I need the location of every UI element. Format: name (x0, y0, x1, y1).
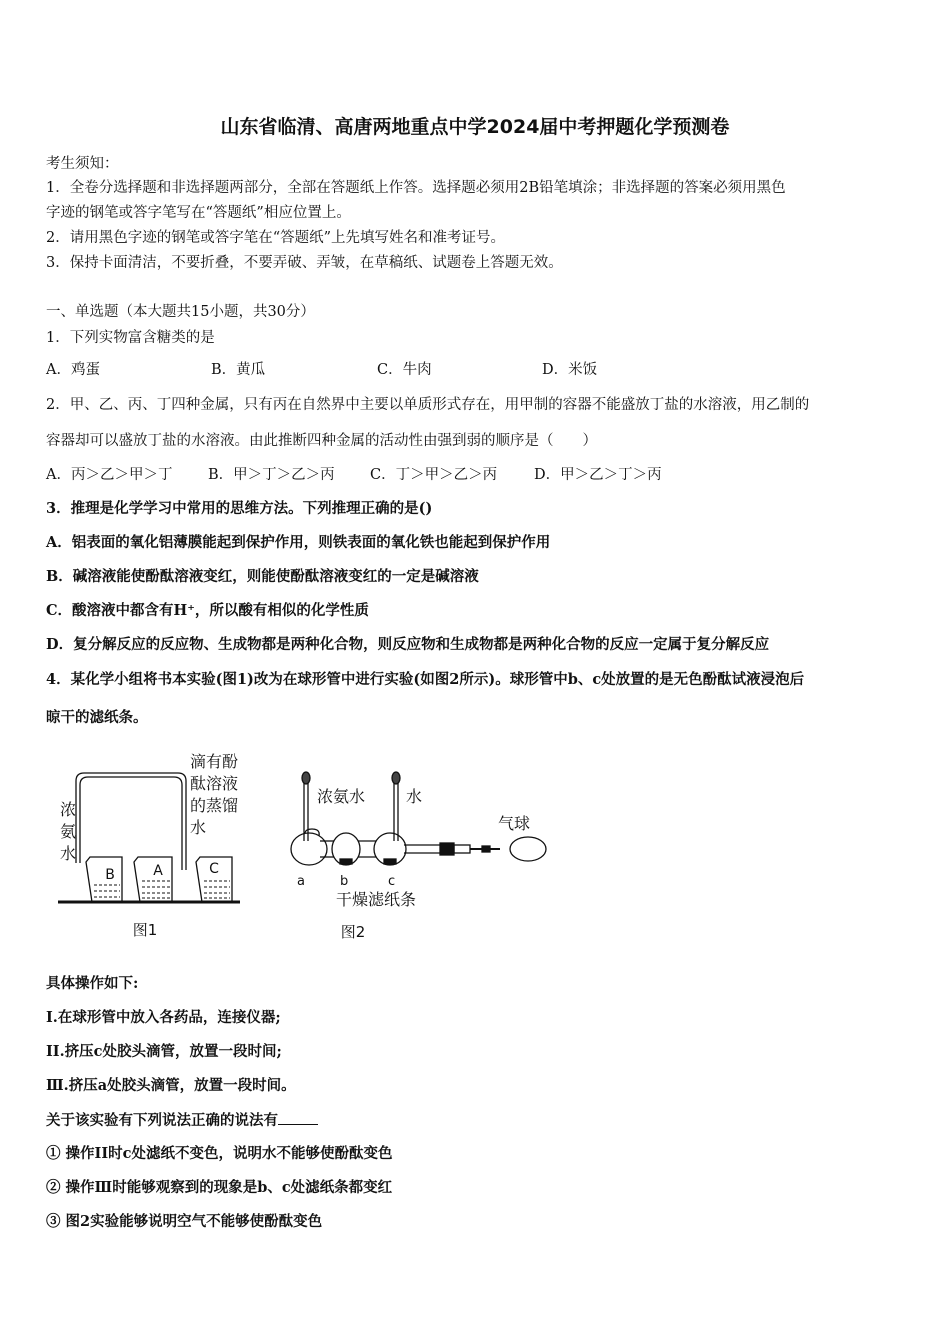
operation-step: II.挤压c处胶头滴管，放置一段时间; (46, 1043, 282, 1060)
option-d: D．复分解反应的反应物、生成物都是两种化合物，则反应物和生成物都是两种化合物的反应一定属于复分解反应 (46, 636, 770, 653)
beaker-label-a: A (153, 863, 163, 879)
notice-line: 字迹的钢笔或答字笔写在“答题纸”相应位置上。 (46, 205, 351, 221)
fig2-label-water: 水 (406, 787, 423, 806)
operation-step: Ⅲ.挤压a处胶头滴管，放置一段时间。 (46, 1077, 296, 1094)
question-2-stem: 2．甲、乙、丙、丁四种金属，只有丙在自然界中主要以单质形式存在，用甲制的容器不能盛放丁盐的水溶液，用乙制的 (46, 397, 810, 413)
question-4-prompt-text: 关于该实验有下列说法正确的说法有 (46, 1112, 278, 1129)
statement: ③ 图2实验能够说明空气不能够使酚酞变色 (46, 1213, 323, 1230)
option-b: B．碱溶液能使酚酞溶液变红，则能使酚酞溶液变红的一定是碱溶液 (46, 568, 479, 585)
notice-line: 1．全卷分选择题和非选择题两部分，全部在答题纸上作答。选择题必须用2B铅笔填涂；非选择题的答案必须用黑色 (46, 180, 786, 196)
fig2-label-c: c (388, 874, 396, 889)
fig1-label-right: 酞溶液 (190, 774, 239, 793)
experiment-figure (50, 745, 570, 955)
section-heading: 一、单选题（本大题共15小题，共30分） (46, 304, 315, 320)
operation-step: I.在球形管中放入各药品，连接仪器; (46, 1009, 281, 1026)
option-a: A．鸡蛋 (46, 362, 100, 378)
option-c: C．牛肉 (377, 362, 432, 378)
fig2-label-balloon: 气球 (498, 814, 531, 833)
option-c: C．酸溶液中都含有H⁺，所以酸有相似的化学性质 (46, 602, 369, 619)
ops-header: 具体操作如下: (46, 975, 139, 992)
notice-header: 考生须知： (46, 156, 119, 172)
fig1-label-right: 水 (190, 818, 207, 837)
option-d: D．米饭 (542, 362, 598, 378)
question-4-stem: 4．某化学小组将书本实验(图1)改为在球形管中进行实验(如图2所示)。球形管中b、c处放置的是无色酚酞试液浸泡后 (46, 671, 805, 688)
question-4-prompt (46, 1110, 318, 1131)
beaker-label-b: B (105, 867, 115, 883)
fig2-label-b: b (340, 874, 349, 889)
statement: ① 操作II时c处滤纸不变色，说明水不能够使酚酞变色 (46, 1145, 393, 1162)
page-title: 山东省临清、高唐两地重点中学2024届中考押题化学预测卷 (220, 116, 730, 138)
answer-blank (278, 1110, 318, 1125)
question-1-options (46, 360, 597, 380)
fig2-label-ammonia: 浓氨水 (317, 787, 366, 806)
fig1-label-left: 水 (59, 844, 77, 863)
fig2-label-a: a (297, 874, 305, 889)
figure-1-caption: 图1 (132, 921, 158, 939)
figure-2-caption: 图2 (340, 923, 366, 941)
question-1-stem: 1．下列实物富含糖类的是 (46, 330, 215, 346)
beaker-label-c: C (209, 861, 219, 877)
notice-line: 3．保持卡面清洁，不要折叠，不要弄破、弄皱，在草稿纸、试题卷上答题无效。 (46, 255, 563, 271)
question-2-options (46, 465, 662, 485)
question-2-stem: 容器却可以盛放丁盐的水溶液。由此推断四种金属的活动性由强到弱的顺序是（ ） (46, 433, 597, 449)
question-3-stem: 3．推理是化学学习中常用的思维方法。下列推理正确的是() (46, 500, 433, 517)
option-b: B．黄瓜 (211, 362, 266, 378)
option-a: A．丙＞乙＞甲＞丁 (46, 467, 173, 483)
notice-line: 2．请用黑色字迹的钢笔或答字笔在“答题纸”上先填写姓名和准考证号。 (46, 230, 506, 246)
fig1-label-right: 滴有酚 (190, 752, 239, 771)
fig1-label-right: 的蒸馏 (190, 796, 239, 815)
question-4-stem: 晾干的滤纸条。 (46, 709, 148, 726)
option-c: C．丁＞甲＞乙＞丙 (370, 467, 498, 483)
option-a: A．铝表面的氧化铝薄膜能起到保护作用，则铁表面的氧化铁也能起到保护作用 (46, 534, 551, 551)
option-b: B．甲＞丁＞乙＞丙 (208, 467, 335, 483)
statement: ② 操作Ⅲ时能够观察到的现象是b、c处滤纸条都变红 (46, 1179, 393, 1196)
fig1-label-left: 浓 (59, 800, 77, 819)
fig1-label-left: 氨 (59, 822, 77, 841)
option-d: D．甲＞乙＞丁＞丙 (534, 467, 662, 483)
fig2-label-paper: 干燥滤纸条 (336, 890, 417, 909)
